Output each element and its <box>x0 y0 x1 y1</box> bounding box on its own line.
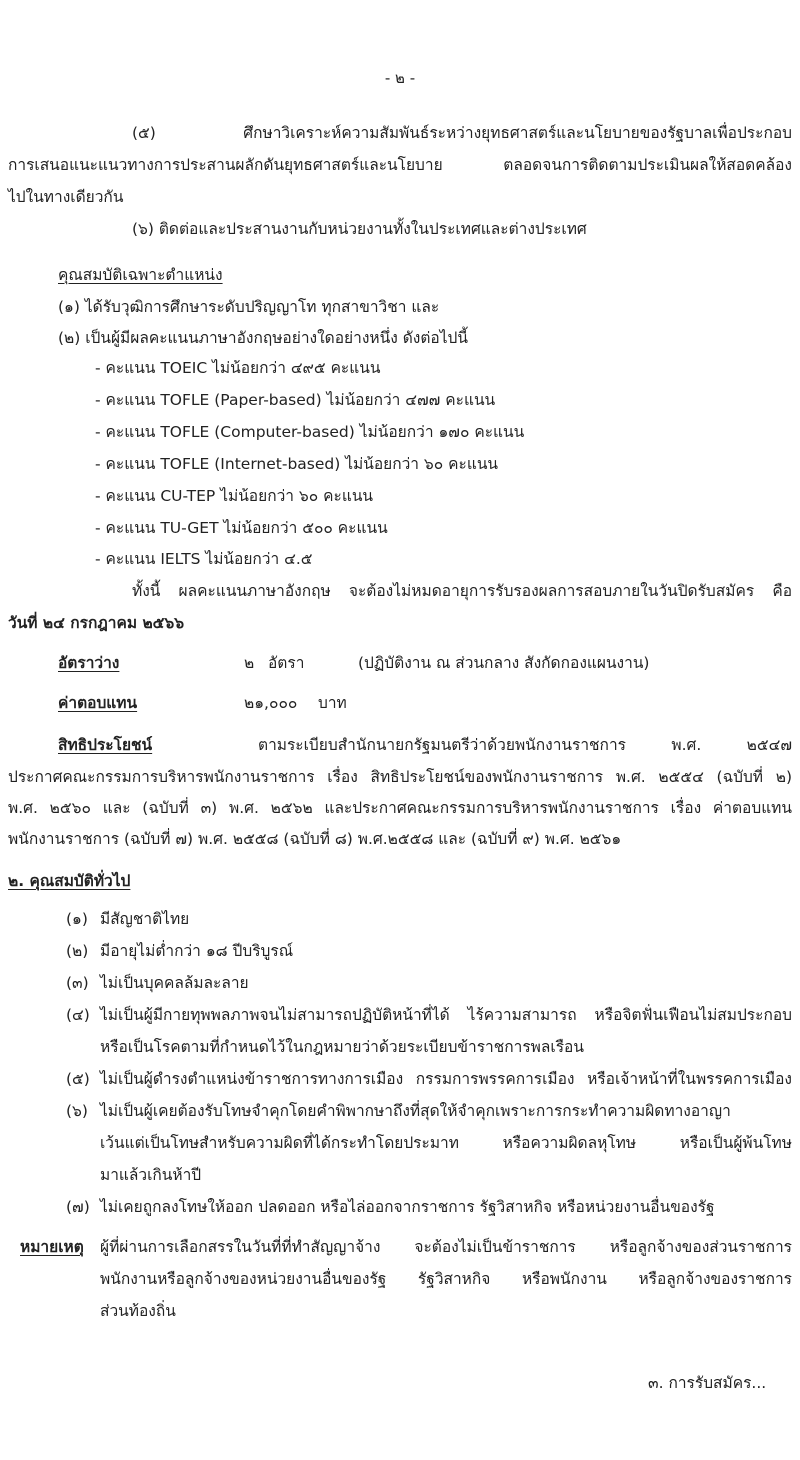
general-qualification-4-num: (๔) <box>66 1006 90 1024</box>
remark-line-3: ส่วนท้องถิ่น <box>100 1302 176 1320</box>
vacancy-label: อัตราว่าง <box>58 654 120 672</box>
general-qualification-2-text: มีอายุไม่ต่ำกว่า ๑๘ ปีบริบูรณ์ <box>100 942 294 960</box>
score-validity-note: ทั้งนี้ ผลคะแนนภาษาอังกฤษ จะต้องไม่หมดอายุการรับรองผลการสอบภายในวันปิดรับสมัคร คือ <box>132 582 792 600</box>
general-qualification-1-text: มีสัญชาติไทย <box>100 910 190 928</box>
general-qualification-2 <box>66 940 293 962</box>
score-tofle-paper: - คะแนน TOFLE (Paper-based) ไม่น้อยกว่า ๔๗๗ คะแนน <box>95 391 496 409</box>
continuation-text: ๓. การรับสมัคร... <box>648 1374 767 1392</box>
general-qualification-2-num: (๒) <box>66 942 89 960</box>
score-tofle-computer: - คะแนน TOFLE (Computer-based) ไม่น้อยกว่า ๑๗๐ คะแนน <box>95 423 525 441</box>
general-qualification-1-num: (๑) <box>66 910 88 928</box>
specific-qualifications-heading: คุณสมบัติเฉพาะตำแหน่ง <box>58 266 223 284</box>
specific-qualification-2: (๒) เป็นผู้มีผลคะแนนภาษาอังกฤษอย่างใดอย่างหนึ่ง ดังต่อไปนี้ <box>58 329 468 347</box>
general-qualification-1 <box>66 908 189 930</box>
duty-item-5-line-2: การเสนอแนะแนวทางการประสานผลักดันยุทธศาสตร์และนโยบาย ตลอดจนการติดตามประเมินผลให้สอดคล้อง <box>8 156 792 174</box>
closing-date: วันที่ ๒๔ กรกฎาคม ๒๕๖๖ <box>8 614 185 632</box>
general-qualification-6-num: (๖) <box>66 1102 88 1120</box>
general-qualifications-heading: ๒. คุณสมบัติทั่วไป <box>8 872 131 890</box>
benefits-line-4: พนักงานราชการ (ฉบับที่ ๗) พ.ศ. ๒๕๕๘ (ฉบับที่ ๘) พ.ศ.๒๕๕๘ และ (ฉบับที่ ๙) พ.ศ. ๒๕๖๑ <box>8 830 622 848</box>
general-qualification-4-line-1: ไม่เป็นผู้มีกายทุพพลภาพจนไม่สามารถปฏิบัติหน้าที่ได้ ไร้ความสามารถ หรือจิตฟั่นเฟือนไม่สมประกอบ <box>100 1006 792 1024</box>
benefits-line-1: ตามระเบียบสำนักนายกรัฐมนตรีว่าด้วยพนักงานราชการ พ.ศ. ๒๕๔๗ <box>258 736 792 754</box>
page-number: - ๒ - <box>384 69 416 87</box>
remark-line-2: พนักงานหรือลูกจ้างของหน่วยงานอื่นของรัฐ รัฐวิสาหกิจ หรือพนักงาน หรือลูกจ้างของราชการ <box>100 1270 792 1288</box>
score-tofle-internet: - คะแนน TOFLE (Internet-based) ไม่น้อยกว่า ๖๐ คะแนน <box>95 455 499 473</box>
general-qualification-7-line-1: ไม่เคยถูกลงโทษให้ออก ปลดออก หรือไล่ออกจากราชการ รัฐวิสาหกิจ หรือหน่วยงานอื่นของรัฐ <box>100 1198 715 1216</box>
duty-item-5-line-3: ไปในทางเดียวกัน <box>8 188 124 206</box>
duty-item-6: (๖) ติดต่อและประสานงานกับหน่วยงานทั้งในประเทศและต่างประเทศ <box>132 220 587 238</box>
general-qualification-6-line-3: มาแล้วเกินห้าปี <box>100 1166 202 1184</box>
general-qualification-4-line-2: หรือเป็นโรคตามที่กำหนดไว้ในกฎหมายว่าด้วยระเบียบข้าราชการพลเรือน <box>100 1038 584 1056</box>
compensation-label: ค่าตอบแทน <box>58 694 138 712</box>
vacancy-unit: อัตรา <box>268 654 305 672</box>
compensation-amount: ๒๑,๐๐๐ <box>244 694 298 712</box>
vacancy-count: ๒ <box>244 654 255 672</box>
general-qualification-3 <box>66 972 249 994</box>
remark-line-1: ผู้ที่ผ่านการเลือกสรรในวันที่ที่ทำสัญญาจ้าง จะต้องไม่เป็นข้าราชการ หรือลูกจ้างของส่วนราชการ <box>100 1238 792 1256</box>
remark-label: หมายเหตุ <box>20 1238 84 1256</box>
general-qualification-3-text: ไม่เป็นบุคคลล้มละลาย <box>100 974 249 992</box>
score-ielts: - คะแนน IELTS ไม่น้อยกว่า ๔.๕ <box>95 550 313 568</box>
general-qualification-6-line-1: ไม่เป็นผู้เคยต้องรับโทษจำคุกโดยคำพิพากษาถึงที่สุดให้จำคุกเพราะการกระทำความผิดทางอาญา <box>100 1102 731 1120</box>
score-cu-tep: - คะแนน CU-TEP ไม่น้อยกว่า ๖๐ คะแนน <box>95 487 374 505</box>
general-qualification-5-line-1: ไม่เป็นผู้ดำรงตำแหน่งข้าราชการทางการเมือง กรรมการพรรคการเมือง หรือเจ้าหน้าที่ในพรรคการเมือง <box>100 1070 792 1088</box>
specific-qualification-1: (๑) ได้รับวุฒิการศึกษาระดับปริญญาโท ทุกสาขาวิชา และ <box>58 298 440 316</box>
benefits-line-3: พ.ศ. ๒๕๖๐ และ (ฉบับที่ ๓) พ.ศ. ๒๕๖๒ และประกาศคณะกรรมการบริหารพนักงานราชการ เรื่อง ค่าตอบแทน <box>8 799 792 817</box>
general-qualification-6-line-2: เว้นแต่เป็นโทษสำหรับความผิดที่ได้กระทำโดยประมาท หรือความผิดลหุโทษ หรือเป็นผู้พ้นโทษ <box>100 1134 792 1152</box>
general-qualification-5-num: (๕) <box>66 1070 90 1088</box>
general-qualification-7-num: (๗) <box>66 1198 90 1216</box>
score-tu-get: - คะแนน TU-GET ไม่น้อยกว่า ๕๐๐ คะแนน <box>95 519 388 537</box>
general-qualification-3-num: (๓) <box>66 974 89 992</box>
benefits-line-2: ประกาศคณะกรรมการบริหารพนักงานราชการ เรื่อง สิทธิประโยชน์ของพนักงานราชการ พ.ศ. ๒๕๕๔ (ฉบับที่ ๒) <box>8 768 792 786</box>
vacancy-detail: (ปฏิบัติงาน ณ ส่วนกลาง สังกัดกองแผนงาน) <box>358 654 650 672</box>
compensation-unit: บาท <box>318 694 347 712</box>
duty-item-5-line-1: (๕) ศึกษาวิเคราะห์ความสัมพันธ์ระหว่างยุทธศาสตร์และนโยบายของรัฐบาลเพื่อประกอบ <box>132 124 792 142</box>
score-toeic: - คะแนน TOEIC ไม่น้อยกว่า ๔๙๕ คะแนน <box>95 359 381 377</box>
benefits-label: สิทธิประโยชน์ <box>58 736 153 754</box>
